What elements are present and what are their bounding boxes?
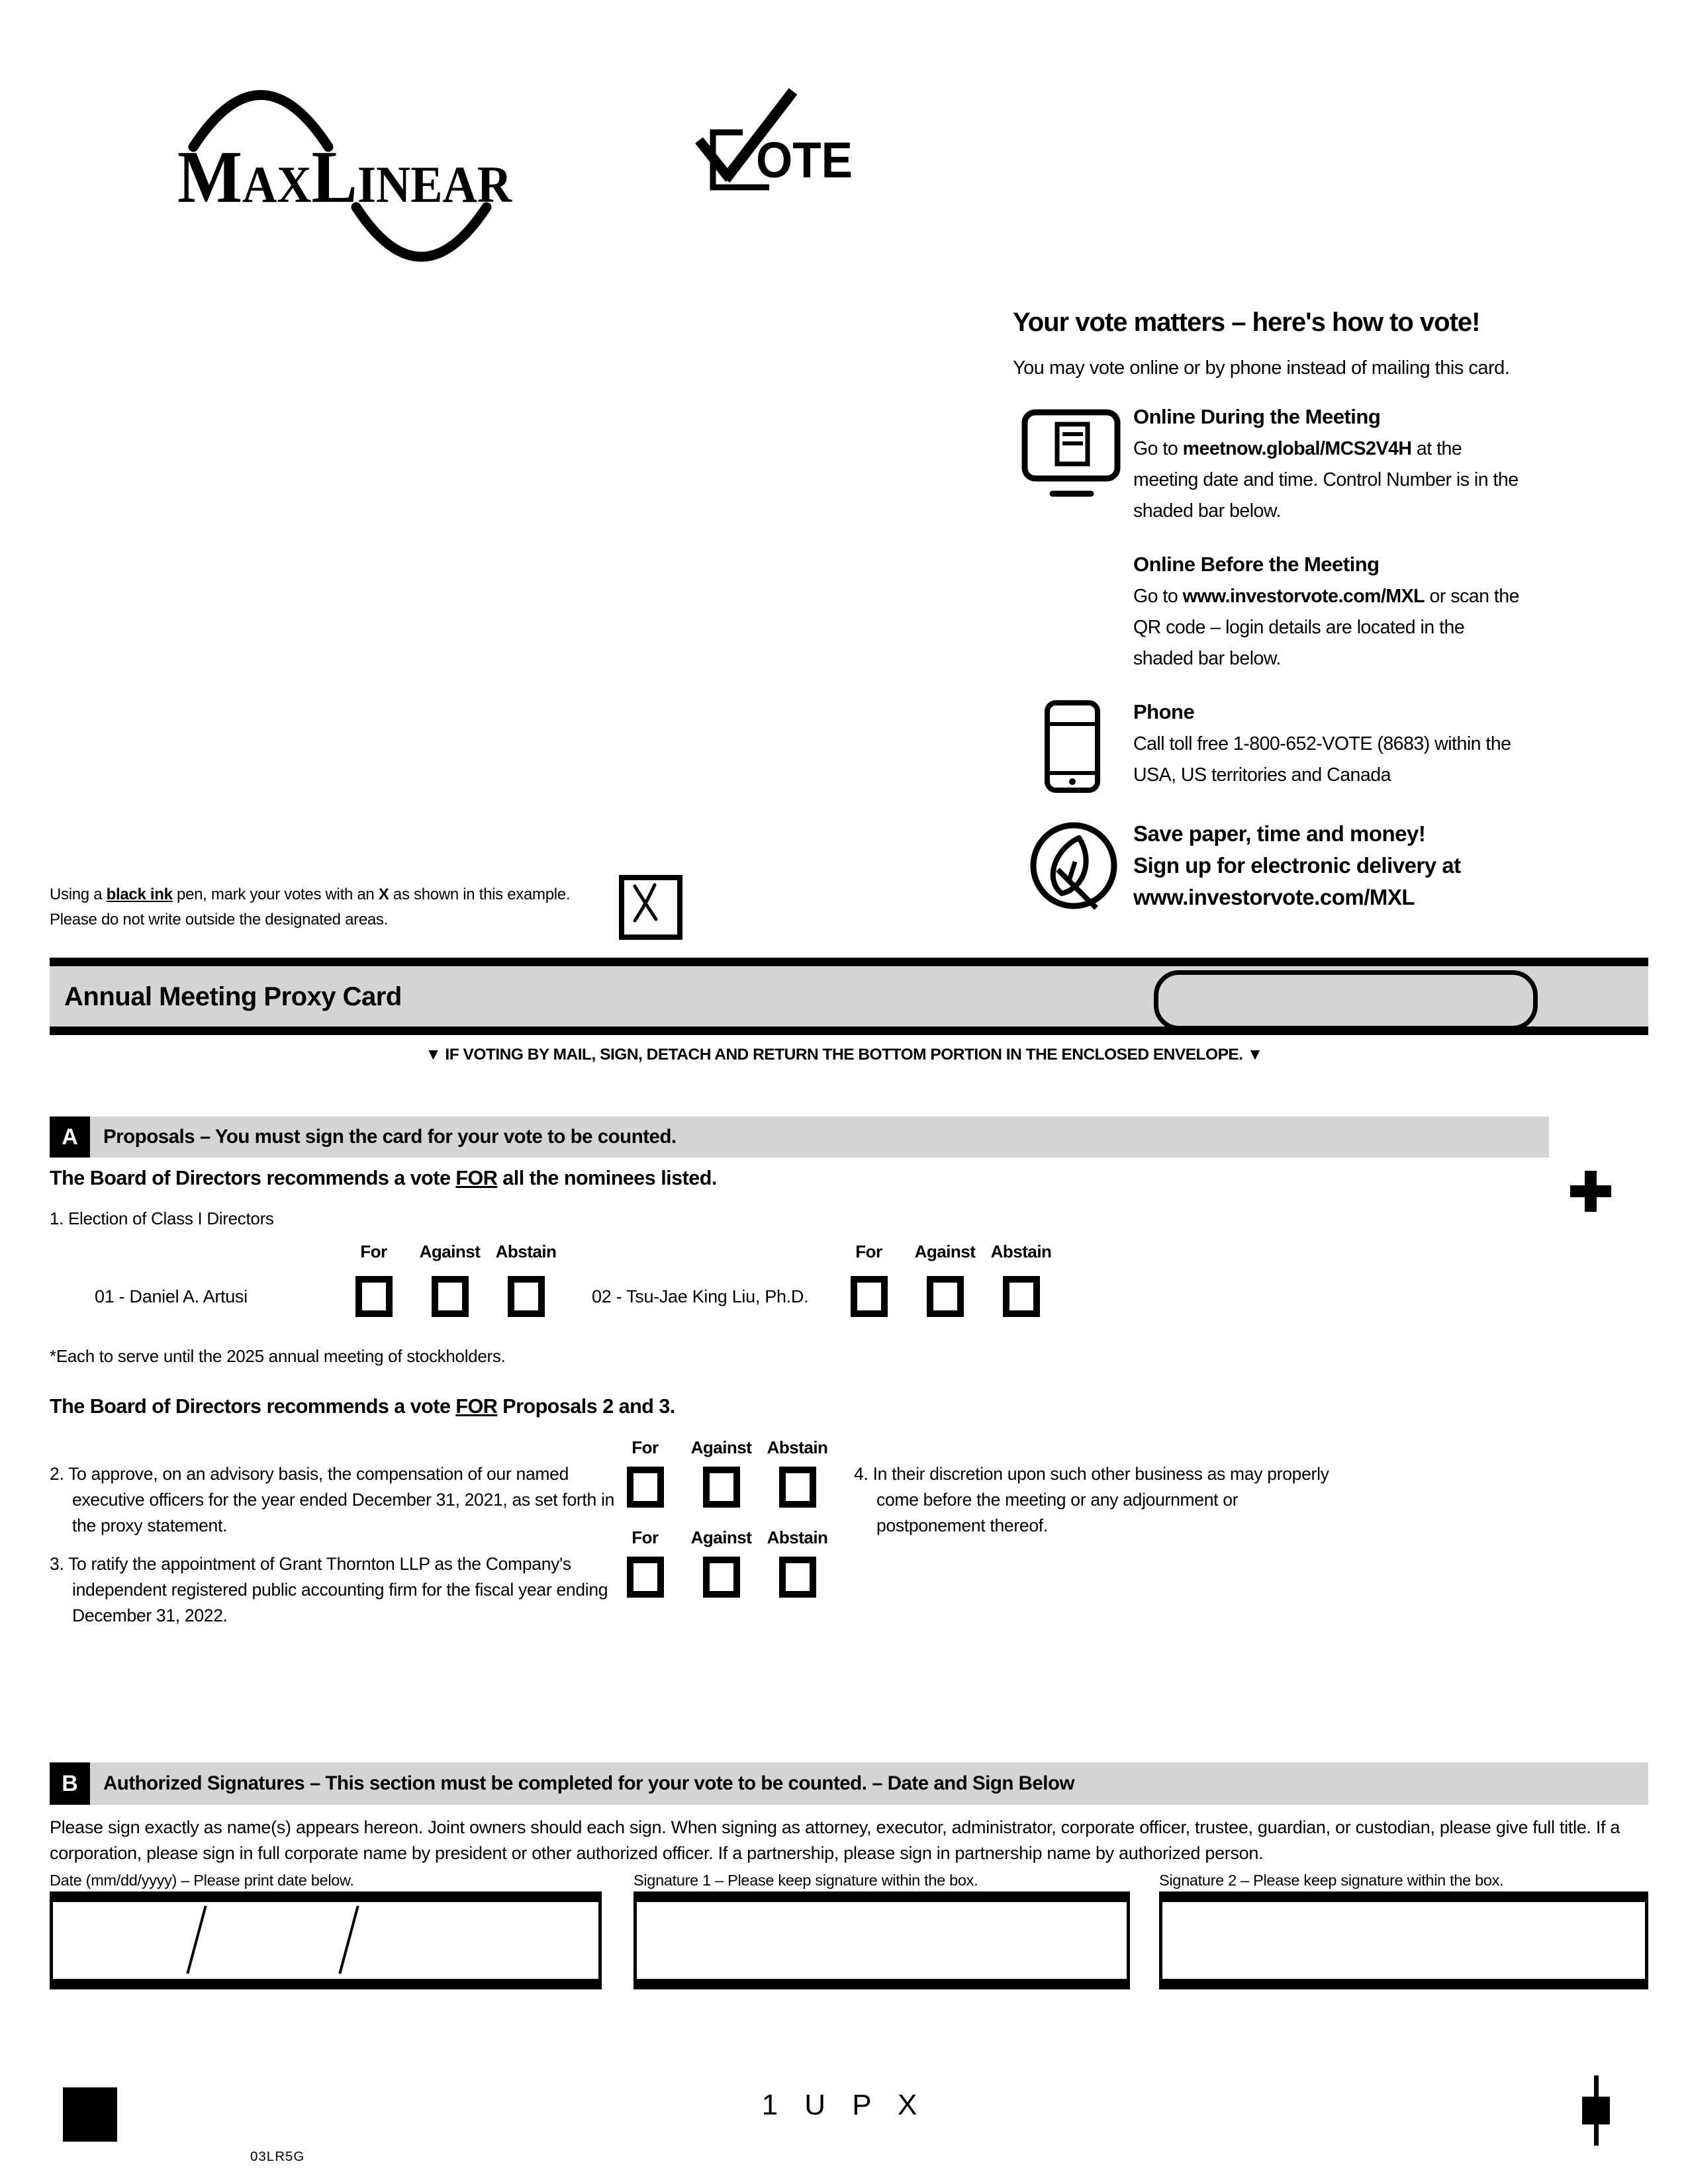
online-during-pre: Go to [1133,438,1183,459]
for-header: For [855,1242,882,1261]
maxlinear-logo [152,73,536,271]
signature-1-field[interactable] [633,1891,1130,1989]
checkbox-nominee1-against[interactable] [432,1276,469,1317]
detach-text: IF VOTING BY MAIL, SIGN, DETACH AND RETURN THE BOTTOM PORTION IN THE ENCLOSED ENVELOPE. [441,1046,1247,1064]
abstain-header: Abstain [495,1242,557,1261]
monitor-icon [1019,409,1125,502]
vote-row-nominee-2 [831,1276,1059,1317]
signature-instructions: Please sign exactly as name(s) appears hereon. Joint owners should each sign. When signing as attorney, executor, administrator, corporate officer, trustee, guardian, or custodian, please give full title. If a corporation, please sign in full corporate name by president or other authorized officer. If a partnership, please sign in partnership name by authorized person. [50,1817,1620,1863]
checkbox-proposal2-against[interactable] [703,1467,740,1508]
vote-wordmark-suffix: OTE [756,132,853,189]
checkbox-proposal3-abstain[interactable] [779,1557,816,1598]
proposal-4-text: 4. In their discretion upon such other business as may properly come before the meeting or any adjournment or postponement thereof. [854,1464,1329,1535]
down-triangle-icon: ▼ [1246,1046,1263,1064]
abstain-header: Abstain [767,1437,828,1457]
online-before-pre: Go to [1133,586,1183,607]
save-paper-line3: www.investorvote.com/MXL [1133,885,1415,909]
rec1-post: all the nominees listed. [497,1167,717,1189]
section-a-letter: A [50,1116,90,1158]
ink-post: as shown in this example. [389,886,571,903]
x-example-box [619,875,682,940]
checkbox-nominee2-against[interactable] [927,1276,964,1317]
leaf-icon [1027,819,1120,912]
ink-pre: Using a [50,886,107,903]
checkbox-nominee2-for[interactable] [851,1276,888,1317]
proposal-3-text: 3. To ratify the appointment of Grant Thornton LLP as the Company's independent registered public accounting firm for the fiscal year ending December 31, 2022. [50,1554,608,1625]
section-b-letter: B [50,1762,90,1805]
against-header: Against [914,1242,976,1261]
section-b-title: Authorized Signatures – This section must be completed for your vote to be counted. – Date and Sign Below [103,1772,1074,1794]
checkbox-nominee1-for[interactable] [355,1276,393,1317]
section-a-bar [50,1116,1549,1158]
for-header: For [632,1437,659,1457]
date-label: Date (mm/dd/yyyy) – Please print date below. [50,1872,354,1889]
form-number: 03LR5G [250,2149,305,2164]
online-during-post: at the meeting date and time. Control Number is in the shaded bar below. [1133,438,1519,522]
rec1-for: FOR [455,1167,498,1189]
checkbox-proposal2-abstain[interactable] [779,1467,816,1508]
ink-mid: pen, mark your votes with an [172,886,379,903]
checkbox-nominee1-abstain[interactable] [508,1276,545,1317]
election-label: 1. Election of Class I Directors [50,1208,274,1228]
save-paper-line2: Sign up for electronic delivery at [1133,853,1461,878]
section-b-bar [50,1762,1648,1805]
down-triangle-icon: ▼ [425,1046,442,1064]
ink-line2: Please do not write outside the designated areas. [50,911,388,929]
online-before-post: or scan the QR code – login details are located in the shaded bar below. [1133,586,1519,669]
maxlinear-wordmark: MaxLinear [177,136,513,218]
date-field[interactable] [50,1891,602,1989]
online-before-url: www.investorvote.com/MXL [1182,586,1425,607]
checkbox-proposal3-for[interactable] [627,1557,664,1598]
online-before-heading: Online Before the Meeting [1133,553,1380,576]
control-number-box [1154,970,1538,1030]
online-during-heading: Online During the Meeting [1133,405,1381,428]
ink-black-ink: black ink [106,886,173,903]
vote-row-nominee-1 [336,1276,564,1317]
proxy-title-bar [50,966,1648,1026]
checkbox-proposal2-for[interactable] [627,1467,664,1508]
abstain-header: Abstain [767,1527,828,1547]
how-to-vote-title: Your vote matters – here's how to vote! [1013,308,1480,337]
nominee-1-name: 01 - Daniel A. Artusi [95,1287,248,1306]
proposal-2-text: 2. To approve, on an advisory basis, the compensation of our named executive officers for the year ended December 31, 2021, as set forth in the proxy statement. [50,1464,615,1535]
detach-rule-top [50,958,1648,966]
signature-2-field[interactable] [1159,1891,1648,1989]
rec2-post: Proposals 2 and 3. [497,1395,675,1418]
checkbox-nominee2-abstain[interactable] [1003,1276,1040,1317]
vote-headers-nominee-2 [831,1242,1059,1262]
save-paper-line1: Save paper, time and money! [1133,821,1426,846]
rec2-for: FOR [455,1395,498,1418]
recommendation-proposals [50,1395,675,1418]
signature-1-label: Signature 1 – Please keep signature within the box. [633,1872,978,1889]
how-to-vote-subtitle: You may vote online or by phone instead of mailing this card. [1013,357,1510,379]
vote-logo [682,78,867,210]
vote-headers-proposal-3 [607,1527,835,1548]
against-header: Against [419,1242,481,1261]
ink-x: X [378,886,389,903]
vote-row-proposal-3 [607,1557,835,1598]
signature-2-label: Signature 2 – Please keep signature within the box. [1159,1872,1504,1889]
nominee-footnote: *Each to serve until the 2025 annual meeting of stockholders. [50,1346,506,1366]
online-during-body [1133,433,1530,527]
against-header: Against [690,1527,752,1547]
detach-instruction [0,1046,1688,1064]
rec2-pre: The Board of Directors recommends a vote [50,1395,456,1418]
for-header: For [632,1527,659,1547]
checkbox-proposal3-against[interactable] [703,1557,740,1598]
abstain-header: Abstain [990,1242,1052,1261]
ink-instruction [50,882,619,933]
detach-rule-bottom [50,1026,1648,1035]
vote-headers-nominee-1 [336,1242,564,1262]
rec1-pre: The Board of Directors recommends a vote [50,1167,456,1189]
proxy-card-title: Annual Meeting Proxy Card [64,982,402,1011]
x-mark-icon [624,880,667,924]
phone-heading: Phone [1133,700,1195,723]
nominee-2-name: 02 - Tsu-Jae King Liu, Ph.D. [592,1287,809,1306]
recommendation-nominees [50,1167,717,1190]
vote-row-proposal-2 [607,1467,835,1508]
registration-mark-icon [1582,2097,1610,2124]
footer-code: 1 U P X [761,2089,927,2121]
for-header: For [360,1242,387,1261]
section-a-title: Proposals – You must sign the card for your vote to be counted. [103,1126,677,1148]
against-header: Against [690,1437,752,1457]
crop-plus-icon [1585,1171,1597,1212]
vote-headers-proposal-2 [607,1437,835,1458]
phone-icon [1045,700,1100,793]
phone-body: Call toll free 1-800-652-VOTE (8683) within the USA, US territories and Canada [1133,733,1511,786]
online-before-body [1133,581,1521,674]
online-during-url: meetnow.global/MCS2V4H [1182,438,1412,459]
